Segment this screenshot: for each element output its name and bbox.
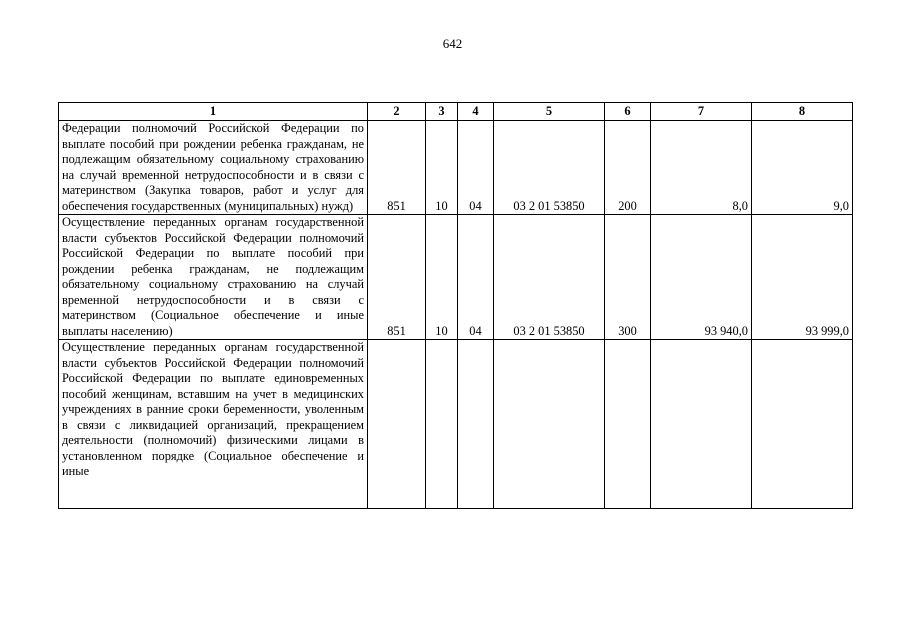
amount-column-7: 8,0 <box>651 121 752 215</box>
table-row <box>59 340 853 509</box>
section-code: 10 <box>426 215 458 340</box>
page-number: 642 <box>442 36 463 51</box>
ministry-code: 851 <box>368 121 426 215</box>
column-header: 2 <box>368 103 426 121</box>
column-header: 1 <box>59 103 368 121</box>
table-row <box>59 121 853 215</box>
expense-type-code: 200 <box>605 121 651 215</box>
target-article-code <box>494 340 605 509</box>
row-description: Осуществление переданных органам государственной власти субъектов Российской Федерации полномочий Российской Федерации по выплате единовременных пособий женщинам, вставшим на учет в медицинских учреждениях в ранние сроки беременности, уволенным в связи с ликвидацией организаций, прекращением деятельности (полномочий) физическими лицами в установленном порядке (Социальное обеспечение и иные <box>59 340 368 509</box>
column-header: 8 <box>752 103 853 121</box>
table-row <box>59 215 853 340</box>
amount-column-8: 9,0 <box>752 121 853 215</box>
row-description: Осуществление переданных органам государственной власти субъектов Российской Федерации полномочий Российской Федерации по выплате пособий при рождении ребенка гражданам, не подлежащим обязательному социальному страхованию на случай временной нетрудоспособности и в связи с материнством (Социальное обеспечение и иные выплаты населению) <box>59 215 368 340</box>
subsection-code <box>458 340 494 509</box>
amount-column-7 <box>651 340 752 509</box>
expense-type-code <box>605 340 651 509</box>
amount-column-7: 93 940,0 <box>651 215 752 340</box>
column-header: 5 <box>494 103 605 121</box>
column-header: 3 <box>426 103 458 121</box>
column-header: 6 <box>605 103 651 121</box>
budget-table <box>58 102 853 509</box>
ministry-code: 851 <box>368 215 426 340</box>
target-article-code: 03 2 01 53850 <box>494 215 605 340</box>
column-header: 4 <box>458 103 494 121</box>
ministry-code <box>368 340 426 509</box>
column-header: 7 <box>651 103 752 121</box>
header-row <box>59 103 853 121</box>
amount-column-8: 93 999,0 <box>752 215 853 340</box>
row-description: Федерации полномочий Российской Федерации по выплате пособий при рождении ребенка гражданам, не подлежащим обязательному социальному страхованию на случай временной нетрудоспособности и в связи с материнством (Закупка товаров, работ и услуг для обеспечения государственных (муниципальных) нужд) <box>59 121 368 215</box>
section-code <box>426 340 458 509</box>
expense-type-code: 300 <box>605 215 651 340</box>
subsection-code: 04 <box>458 215 494 340</box>
subsection-code: 04 <box>458 121 494 215</box>
target-article-code: 03 2 01 53850 <box>494 121 605 215</box>
section-code: 10 <box>426 121 458 215</box>
amount-column-8 <box>752 340 853 509</box>
